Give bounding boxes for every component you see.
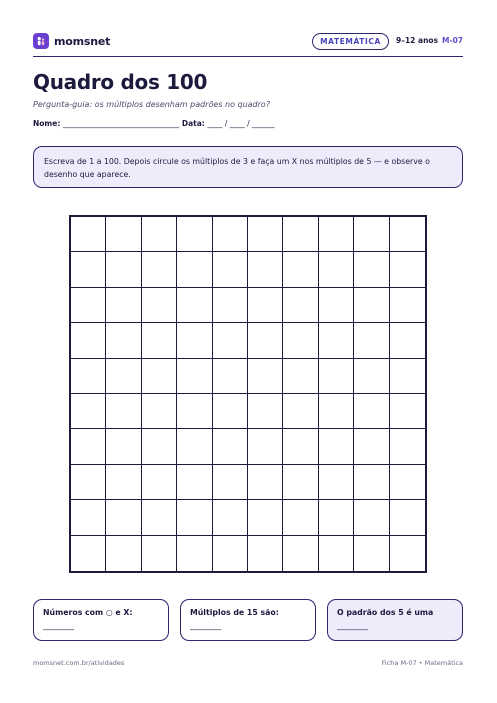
grid-cell[interactable] <box>71 252 106 287</box>
grid-cell[interactable] <box>213 359 248 394</box>
grid-cell[interactable] <box>106 429 141 464</box>
grid-cell[interactable] <box>213 217 248 252</box>
grid-cell[interactable] <box>390 536 425 571</box>
grid-cell[interactable] <box>106 465 141 500</box>
grid-cell[interactable] <box>71 465 106 500</box>
grid-cell[interactable] <box>213 394 248 429</box>
grid-cell[interactable] <box>71 359 106 394</box>
age-badge: 9–12 anos <box>396 36 439 45</box>
grid-cell[interactable] <box>71 429 106 464</box>
grid-cell[interactable] <box>354 323 389 358</box>
grid-cell[interactable] <box>390 500 425 535</box>
grid-cell[interactable] <box>248 394 283 429</box>
grid-cell[interactable] <box>248 465 283 500</box>
grid-cell[interactable] <box>319 217 354 252</box>
answer-field[interactable]: ________ <box>190 621 222 630</box>
grid-cell[interactable] <box>319 359 354 394</box>
guiding-question: Pergunta-guia: os múltiplos desenham padrões no quadro? <box>33 100 271 109</box>
page-title: Quadro dos 100 <box>33 70 208 94</box>
grid-cell[interactable] <box>106 500 141 535</box>
question-box-2 <box>180 599 316 641</box>
grid-cell[interactable] <box>177 359 212 394</box>
grid-cell[interactable] <box>354 394 389 429</box>
grid-cell[interactable] <box>354 252 389 287</box>
grid-cell[interactable] <box>283 252 318 287</box>
grid-cell[interactable] <box>283 500 318 535</box>
grid-cell[interactable] <box>283 536 318 571</box>
grid-cell[interactable] <box>390 323 425 358</box>
grid-cell[interactable] <box>248 359 283 394</box>
grid-cell[interactable] <box>106 323 141 358</box>
grid-cell[interactable] <box>248 429 283 464</box>
grid-cell[interactable] <box>177 288 212 323</box>
brand-name: momsnet <box>54 34 111 48</box>
answer-field[interactable]: ________ <box>43 621 75 630</box>
grid-cell[interactable] <box>283 323 318 358</box>
grid-cell[interactable] <box>213 465 248 500</box>
instructions-box <box>33 146 463 188</box>
grid-cell[interactable] <box>390 429 425 464</box>
grid-cell[interactable] <box>354 359 389 394</box>
grid-cell[interactable] <box>177 252 212 287</box>
footer-site[interactable]: momsnet.com.br/atividades <box>33 659 125 667</box>
grid-cell[interactable] <box>248 288 283 323</box>
grid-cell[interactable] <box>213 536 248 571</box>
grid-cell[interactable] <box>354 288 389 323</box>
question-label: O padrão dos 5 é uma <box>337 608 434 617</box>
grid-cell[interactable] <box>283 217 318 252</box>
grid-cell[interactable] <box>142 323 177 358</box>
grid-cell[interactable] <box>106 394 141 429</box>
grid-cell[interactable] <box>177 465 212 500</box>
grid-cell[interactable] <box>248 536 283 571</box>
date-label: Data: <box>181 119 205 128</box>
grid-cell[interactable] <box>177 429 212 464</box>
grid-cell[interactable] <box>319 536 354 571</box>
grid-cell[interactable] <box>354 536 389 571</box>
grid-cell[interactable] <box>213 500 248 535</box>
grid-cell[interactable] <box>71 394 106 429</box>
grid-cell[interactable] <box>106 536 141 571</box>
sheet-code: M-07 <box>442 36 464 45</box>
grid-cell[interactable] <box>71 536 106 571</box>
grid-cell[interactable] <box>354 429 389 464</box>
grid-cell[interactable] <box>390 217 425 252</box>
grid-cell[interactable] <box>319 465 354 500</box>
name-date-line <box>33 119 275 128</box>
grid-cell[interactable] <box>106 288 141 323</box>
grid-cell[interactable] <box>177 500 212 535</box>
question-label: Múltiplos de 15 são: <box>190 608 279 617</box>
grid-cell[interactable] <box>71 323 106 358</box>
grid-cell[interactable] <box>283 394 318 429</box>
grid-cell[interactable] <box>319 429 354 464</box>
question-box-3 <box>327 599 463 641</box>
grid-cell[interactable] <box>177 536 212 571</box>
question-label: Números com ○ e X: <box>43 608 133 617</box>
grid-cell[interactable] <box>142 288 177 323</box>
instructions-text: Escreva de 1 a 100. Depois circule os múltiplos de 3 e faça um X nos múltiplos de 5 — e observe o desenho que aparece. <box>44 157 430 179</box>
grid-cell[interactable] <box>177 217 212 252</box>
grid-cell[interactable] <box>390 394 425 429</box>
grid-cell[interactable] <box>354 500 389 535</box>
grid-cell[interactable] <box>142 536 177 571</box>
grid-cell[interactable] <box>213 252 248 287</box>
date-field[interactable]: ____ / ____ / ______ <box>207 119 275 128</box>
grid-cell[interactable] <box>213 323 248 358</box>
grid-cell[interactable] <box>390 359 425 394</box>
grid-cell[interactable] <box>106 217 141 252</box>
grid-cell[interactable] <box>142 394 177 429</box>
grid-cell[interactable] <box>142 500 177 535</box>
grid-cell[interactable] <box>213 429 248 464</box>
grid-cell[interactable] <box>283 288 318 323</box>
grid-cell[interactable] <box>142 252 177 287</box>
grid-cell[interactable] <box>319 252 354 287</box>
header <box>33 33 463 53</box>
grid-cell[interactable] <box>106 252 141 287</box>
header-divider <box>33 56 463 57</box>
grid-cell[interactable] <box>142 217 177 252</box>
grid-cell[interactable] <box>248 323 283 358</box>
grid-cell[interactable] <box>177 323 212 358</box>
grid-cell[interactable] <box>177 394 212 429</box>
grid-cell[interactable] <box>319 323 354 358</box>
grid-cell[interactable] <box>142 429 177 464</box>
grid-cell[interactable] <box>283 465 318 500</box>
grid-cell[interactable] <box>390 465 425 500</box>
hundred-grid <box>69 215 427 573</box>
grid-cell[interactable] <box>248 252 283 287</box>
grid-cell[interactable] <box>248 500 283 535</box>
subject-badge: MATEMÁTICA <box>312 33 389 50</box>
brand-logo[interactable] <box>33 33 110 49</box>
name-label: Nome: <box>33 119 61 128</box>
grid-cell[interactable] <box>142 465 177 500</box>
grid-cell[interactable] <box>283 429 318 464</box>
grid-cell[interactable] <box>283 359 318 394</box>
grid-cell[interactable] <box>71 217 106 252</box>
answer-field[interactable]: ________ <box>337 621 369 630</box>
grid-cell[interactable] <box>319 288 354 323</box>
question-box-1 <box>33 599 169 641</box>
name-field[interactable]: _______________________________ <box>62 119 180 128</box>
brand-icon <box>33 33 49 49</box>
grid-cell[interactable] <box>354 217 389 252</box>
grid-cell[interactable] <box>319 500 354 535</box>
grid-cell[interactable] <box>71 288 106 323</box>
grid-cell[interactable] <box>248 217 283 252</box>
grid-cell[interactable] <box>354 465 389 500</box>
grid-cell[interactable] <box>390 252 425 287</box>
grid-cell[interactable] <box>319 394 354 429</box>
grid-cell[interactable] <box>142 359 177 394</box>
grid-cell[interactable] <box>213 288 248 323</box>
footer-sheet-info: Ficha M-07 • Matemática <box>381 659 463 667</box>
grid-cell[interactable] <box>390 288 425 323</box>
grid-cell[interactable] <box>71 500 106 535</box>
grid-cell[interactable] <box>106 359 141 394</box>
